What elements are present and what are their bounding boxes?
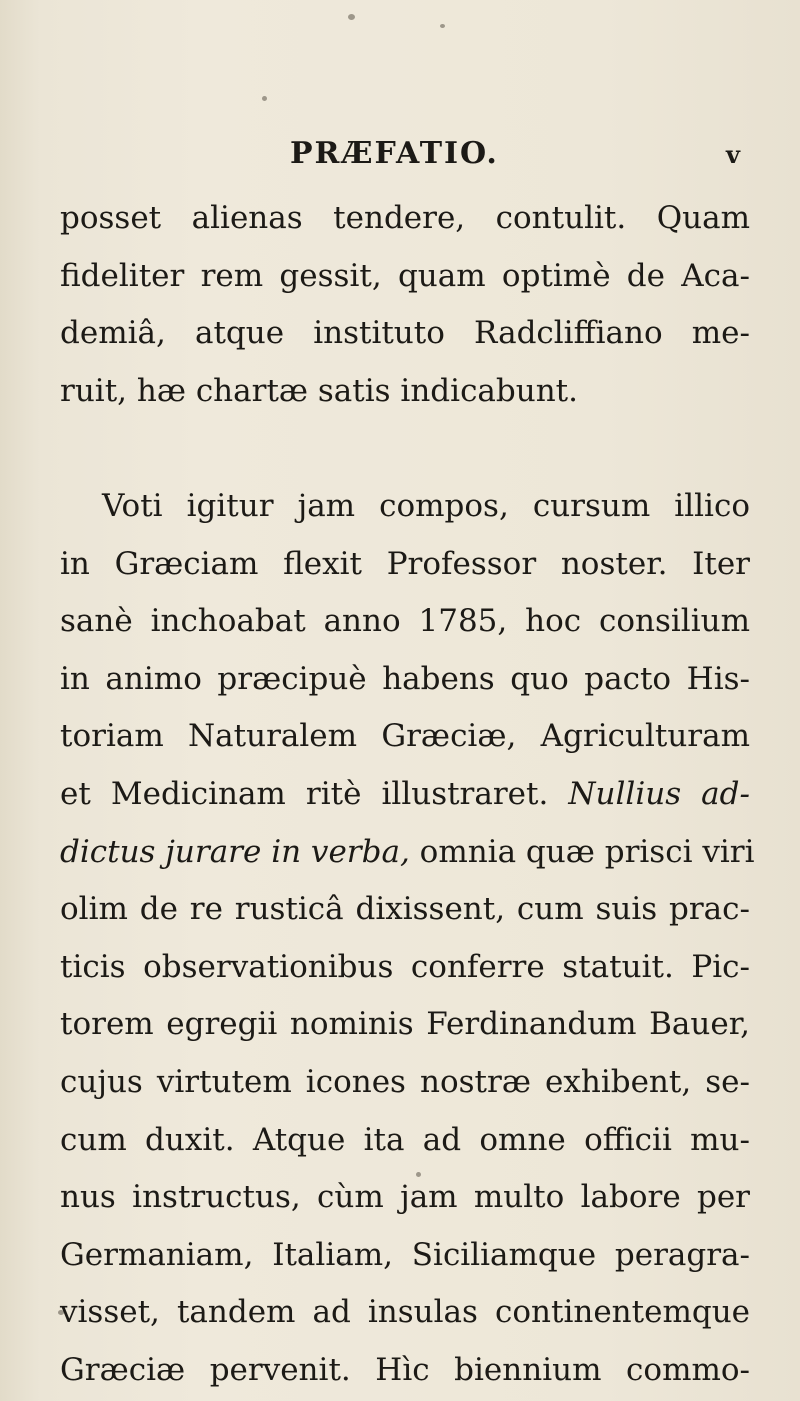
italic-phrase: dictus jurare in verba,	[60, 833, 410, 870]
text-line: ticis observationibus conferre statuit. Pic-	[60, 948, 750, 985]
text-line: cum duxit. Atque ita ad omne officii mu-	[60, 1121, 750, 1158]
text-line: Germaniam, Italiam, Siciliamque peragra-	[60, 1236, 750, 1273]
italic-phrase: Nullius ad-	[568, 775, 750, 812]
text-segment: et Medicinam ritè illustraret.	[60, 775, 549, 812]
text-line: posset alienas tendere, contulit. Quam	[60, 200, 750, 236]
text-line: fideliter rem gessit, quam optimè de Aca-	[60, 257, 750, 294]
paper-speck	[262, 96, 267, 101]
paragraph-gap	[60, 420, 750, 478]
text-line: nus instructus, cùm jam multo labore per	[60, 1179, 750, 1216]
text-line: torem egregii nominis Ferdinandum Bauer,	[60, 1006, 750, 1043]
text-line: toriam Naturalem Græciæ, Agriculturam	[60, 718, 750, 755]
text-line	[60, 766, 750, 824]
page-title: PRÆFATIO.	[290, 136, 499, 171]
text-line: Voti igitur jam compos, cursum illico	[102, 487, 750, 524]
text-line: ruit, hæ chartæ satis indicabunt.	[60, 372, 578, 409]
text-line: cujus virtutem icones nostræ exhibent, se-	[60, 1063, 750, 1100]
text-line	[60, 824, 755, 882]
text-line: olim de re rusticâ dixissent, cum suis prac-	[60, 891, 750, 928]
text-line: in animo præcipuè habens quo pacto His-	[60, 660, 750, 697]
running-head	[0, 136, 800, 180]
text-line: visset, tandem ad insulas continentemque	[60, 1294, 750, 1331]
paper-speck	[348, 14, 355, 20]
text-segment: omnia quæ prisci viri	[419, 833, 755, 870]
text-line: sanè inchoabat anno 1785, hoc consilium	[60, 603, 750, 640]
paper-speck	[440, 24, 445, 28]
text-line: Græciæ pervenit. Hìc biennium commo-	[60, 1351, 750, 1388]
text-line: demiâ, atque instituto Radcliffiano me-	[60, 315, 750, 352]
body-text	[60, 190, 755, 1399]
page-marker: v	[726, 140, 740, 169]
text-line: in Græciam flexit Professor noster. Iter	[60, 545, 750, 582]
